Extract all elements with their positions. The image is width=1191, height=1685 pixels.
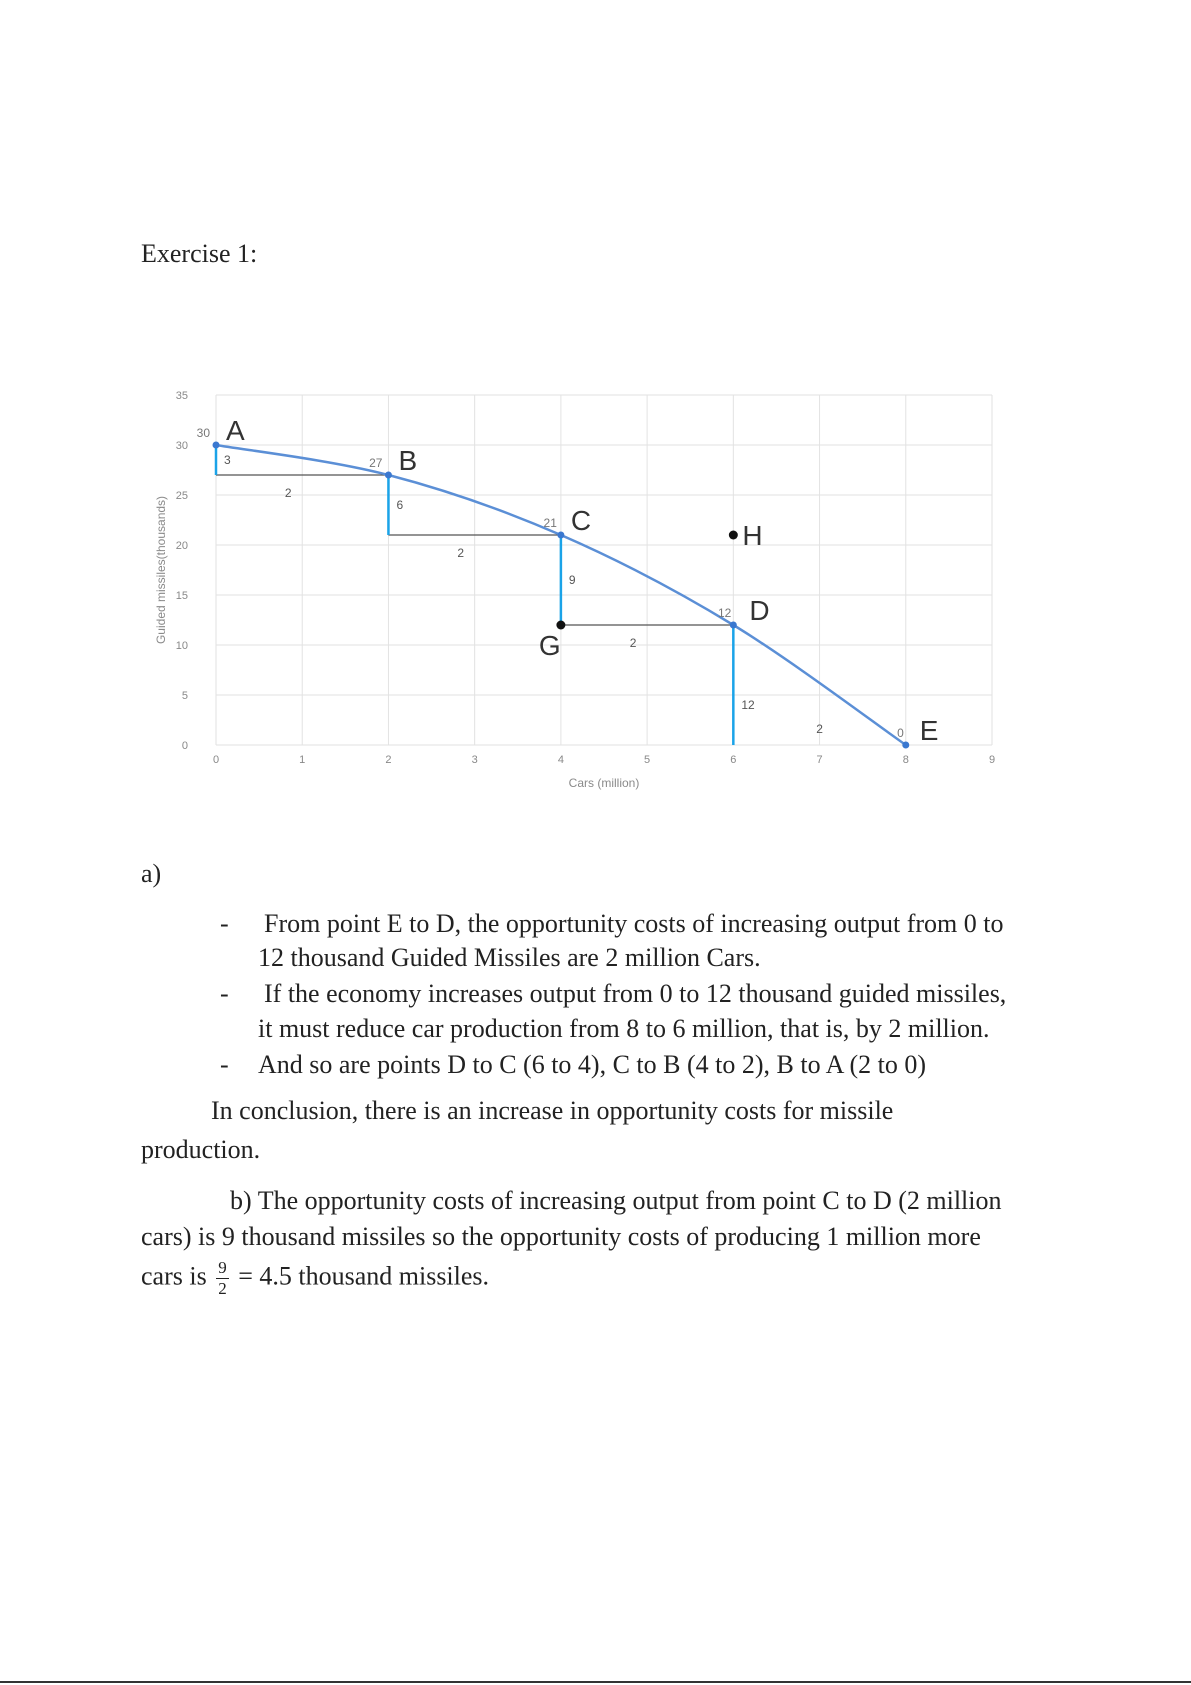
y-tick-label: 20 (175, 540, 188, 552)
conclusion-line-1: In conclusion, there is an increase in opportunity costs for missile (211, 1096, 894, 1125)
y-tick-label: 25 (175, 490, 188, 502)
ppf-point-b (385, 472, 392, 479)
part-b-suffix: = 4.5 thousand missiles. (238, 1261, 490, 1291)
point-value-b: 27 (369, 456, 383, 470)
fraction-denominator: 2 (218, 1279, 227, 1298)
conclusion-line-2: production. (141, 1135, 261, 1164)
x-tick-label: 6 (730, 754, 737, 766)
x-tick-label: 5 (644, 754, 651, 766)
part-a-label: a) (141, 859, 162, 888)
x-tick-label: 9 (988, 754, 996, 766)
x-tick-label: 4 (557, 754, 564, 766)
page-bottom-rule (0, 1681, 1191, 1683)
ppf-point-e (902, 742, 909, 749)
y-tick-label: 15 (175, 590, 188, 602)
ppf-point-c (557, 532, 564, 539)
drop-label: 3 (224, 453, 231, 467)
y-tick-label: 5 (181, 690, 188, 702)
bullet-1-line-1: From point E to D, the opportunity costs of increasing output from 0 to (264, 909, 1004, 938)
point-g (556, 621, 565, 630)
x-tick-label: 3 (471, 754, 478, 766)
point-label-d: D (749, 595, 770, 626)
ppf-point-a (213, 442, 220, 449)
bullet-dash: - (220, 979, 229, 1008)
point-h (729, 531, 738, 540)
drop-label: 6 (396, 498, 404, 512)
point-label-h: H (742, 520, 763, 551)
step-label: 2 (816, 722, 823, 736)
point-label-e: E (919, 715, 939, 746)
point-value-c: 21 (543, 516, 557, 530)
bullet-3-line-1: And so are points D to C (6 to 4), C to B (4 to 2), B to A (2 to 0) (258, 1050, 927, 1079)
point-value-a: 30 (196, 426, 210, 440)
part-b-prefix: cars is (141, 1261, 207, 1291)
y-tick-label: 0 (181, 740, 188, 752)
x-tick-label: 2 (385, 754, 392, 766)
drop-label: 12 (741, 698, 755, 712)
drop-label: 9 (568, 573, 576, 587)
step-label: 2 (284, 486, 292, 500)
x-tick-label: 0 (212, 754, 220, 766)
x-tick-label: 8 (902, 754, 909, 766)
step-label: 2 (457, 546, 465, 560)
exercise-heading: Exercise 1: (141, 239, 258, 268)
part-b-line-3 (141, 1258, 489, 1299)
ppf-chart (150, 380, 1010, 820)
y-tick-label: 35 (175, 390, 188, 402)
x-tick-label: 7 (816, 754, 823, 766)
point-label-b: B (398, 445, 418, 476)
fraction-numerator: 9 (218, 1258, 227, 1277)
bullet-1-line-2: 12 thousand Guided Missiles are 2 million Cars. (258, 943, 761, 972)
point-value-d: 12 (717, 606, 732, 620)
bullet-dash: - (220, 909, 229, 938)
ppf-point-d (730, 622, 737, 629)
part-b-line-1: b) The opportunity costs of increasing output from point C to D (2 million (230, 1186, 1002, 1215)
y-axis-title: Guided missiles(thousands) (154, 495, 168, 645)
point-label-g: G (538, 630, 561, 661)
point-label-a: A (226, 415, 245, 446)
bullet-2-line-1: If the economy increases output from 0 to 12 thousand guided missiles, (264, 979, 1007, 1008)
part-b-line-2: cars) is 9 thousand missiles so the opportunity costs of producing 1 million more (141, 1222, 981, 1251)
x-axis-title: Cars (million) (568, 776, 640, 790)
point-value-e: 0 (897, 726, 904, 740)
fraction (216, 1258, 229, 1299)
y-tick-label: 10 (175, 640, 188, 652)
point-label-c: C (570, 505, 592, 536)
y-tick-label: 30 (175, 440, 188, 452)
bullet-2-line-2: it must reduce car production from 8 to 6 million, that is, by 2 million. (258, 1014, 990, 1043)
step-label: 2 (629, 636, 637, 650)
bullet-dash: - (220, 1050, 229, 1079)
x-tick-label: 1 (299, 754, 306, 766)
